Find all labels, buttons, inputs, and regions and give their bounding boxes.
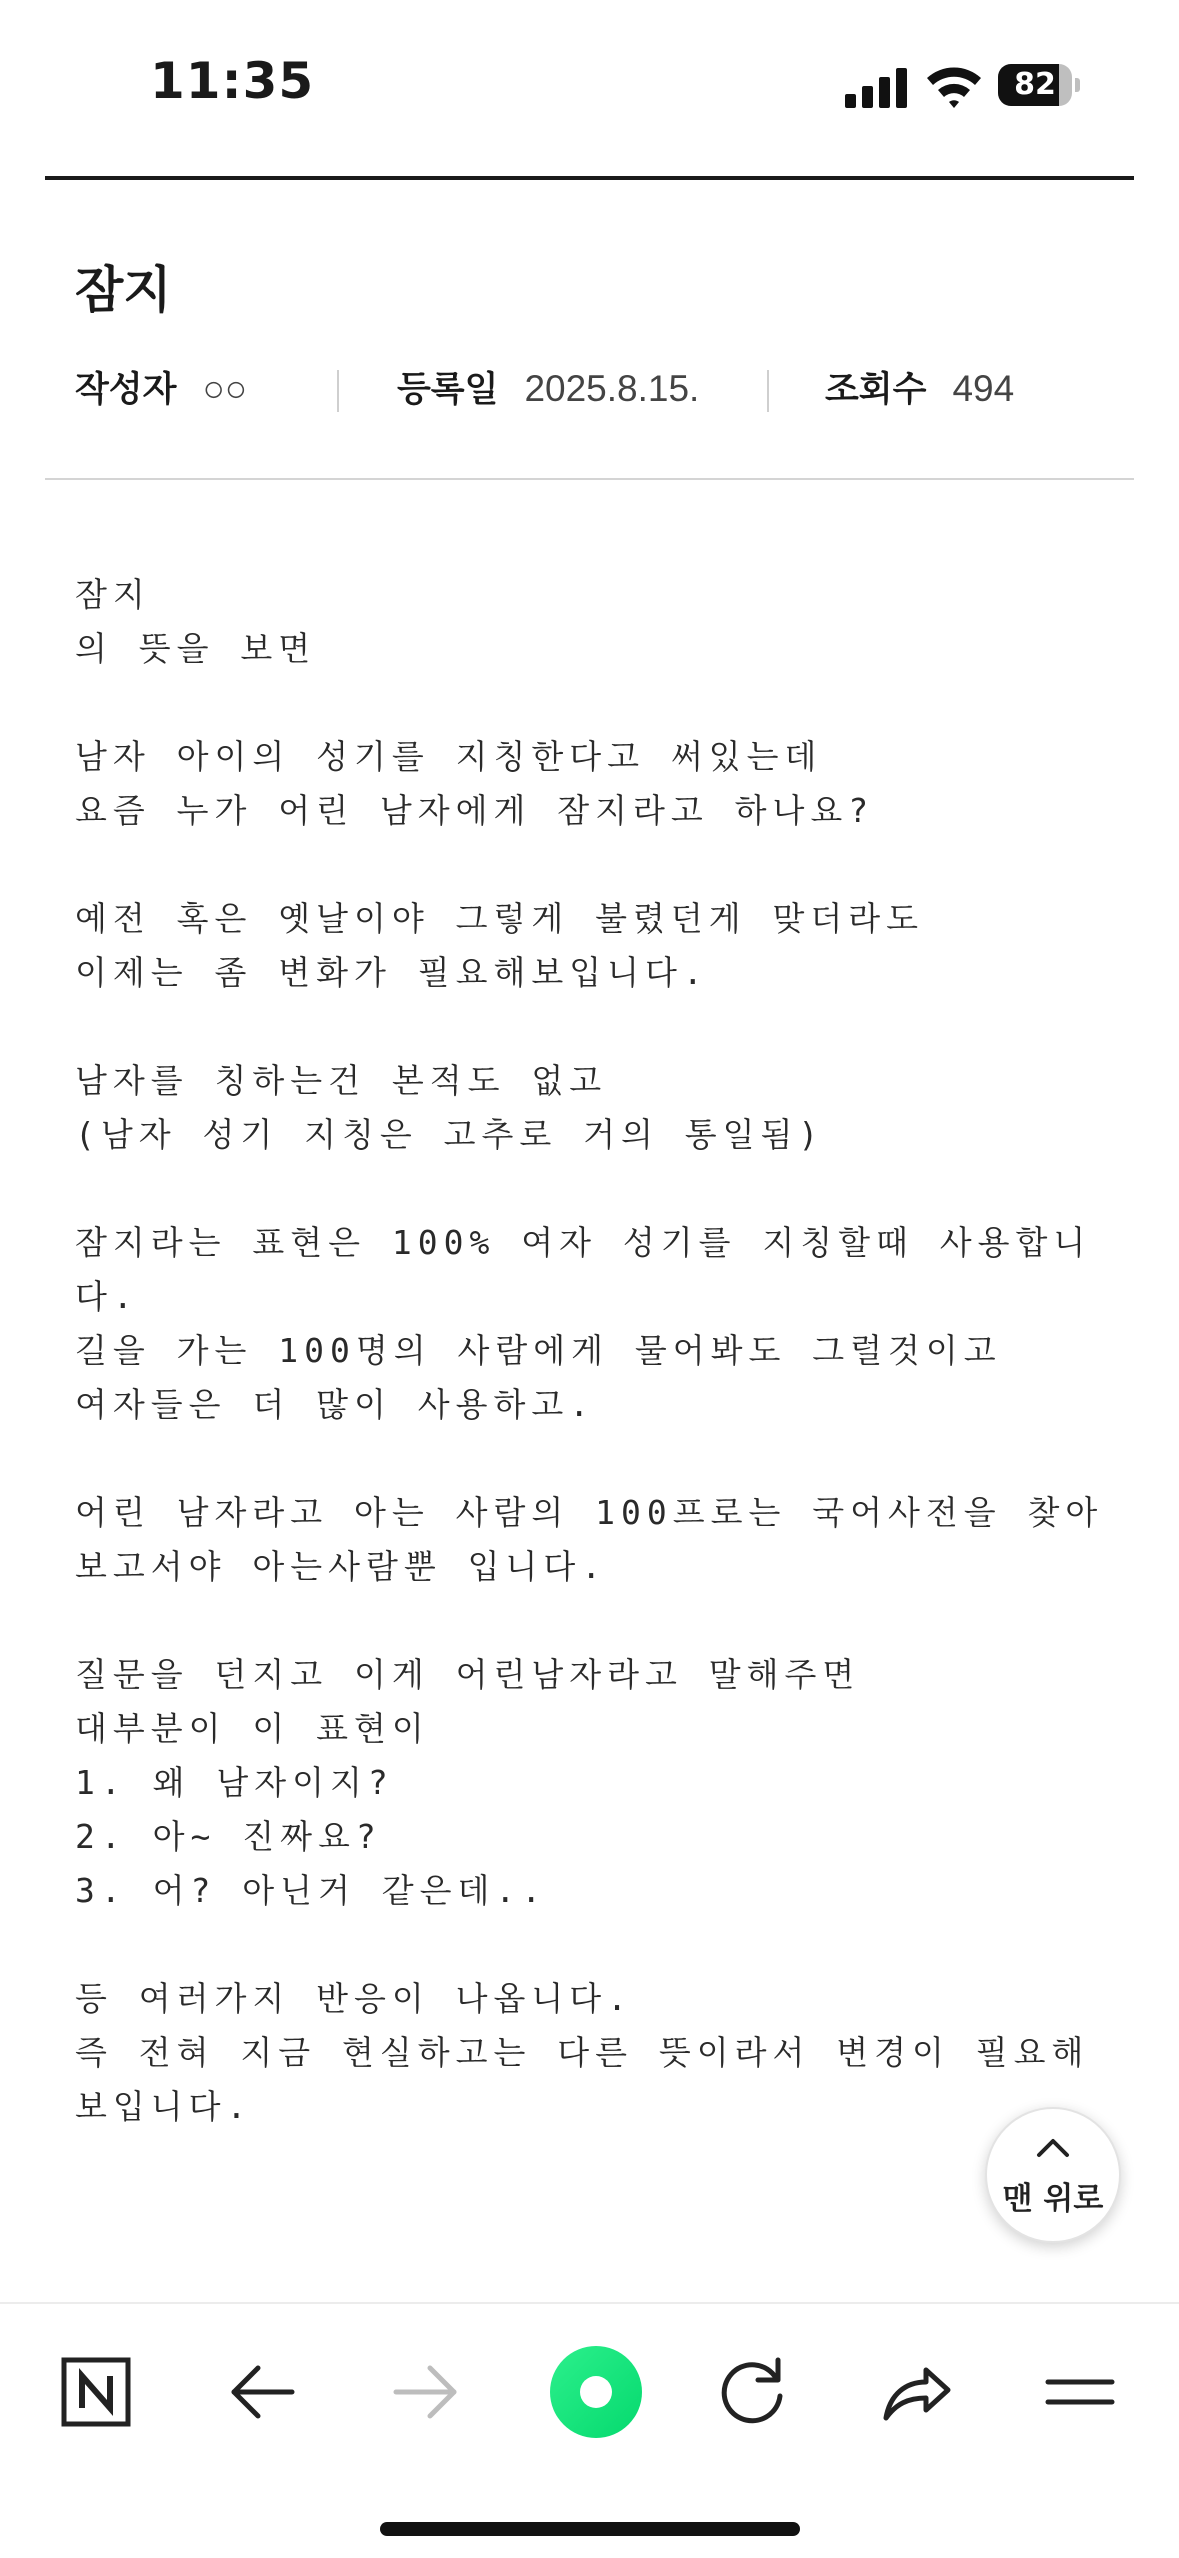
body-line: 잠지 [75,575,151,614]
body-line: 2. 아~ 진짜요? [75,1817,382,1856]
meta-views [825,364,1014,415]
share-button[interactable] [866,2342,966,2442]
status-bar [0,0,1179,170]
scroll-to-top-button[interactable] [985,2107,1121,2243]
green-dot-icon [540,2336,652,2448]
title-top-divider [45,176,1134,180]
body-line: 질문을 던지고 이게 어린남자라고 말해주면 [75,1655,861,1694]
body-line: 등 여러가지 반응이 나옵니다. [75,1979,634,2018]
article-title: 잠지 [75,261,172,319]
refresh-button[interactable] [702,2342,802,2442]
body-line: 길을 가는 100명의 사람에게 물어봐도 그럴것이고 [75,1331,1002,1370]
home-indicator [380,2522,800,2536]
menu-button[interactable] [1030,2342,1130,2442]
body-line [75,838,1115,892]
cellular-signal-icon [845,68,907,108]
naver-n-icon [46,2342,146,2442]
article-meta [75,364,1135,414]
meta-views-value: 494 [952,368,1015,409]
meta-divider [337,370,339,412]
arrow-right-icon [376,2342,476,2442]
meta-author [75,364,247,415]
meta-bottom-divider [45,478,1134,480]
share-arrow-icon [866,2342,966,2442]
body-line: 어린 남자라고 아는 사람의 100프로는 국어사전을 찾아 [75,1493,1104,1532]
body-line: 요즘 누가 어린 남자에게 잠지라고 하나요? [75,791,875,830]
body-line: 예전 혹은 옛날이야 그렇게 불렸던게 맞더라도 [75,899,925,938]
body-line: 3. 어? 아닌거 같은데.. [75,1871,548,1910]
home-button[interactable] [46,2342,146,2442]
meta-divider [767,370,769,412]
meta-date-value: 2025.8.15. [524,368,700,409]
menu-icon [1030,2342,1130,2442]
forward-button[interactable] [376,2342,476,2442]
body-line [75,1162,1115,1216]
body-line: 다. [75,1277,139,1316]
browser-toolbar [0,2302,1179,2558]
arrow-left-icon [212,2342,312,2442]
meta-date-label: 등록일 [397,370,499,410]
meta-date [397,364,699,415]
body-line: 남자를 칭하는건 본적도 없고 [75,1061,608,1100]
wifi-icon [925,62,983,108]
body-line [75,1000,1115,1054]
status-time: 11:35 [150,52,315,110]
body-line [75,1432,1115,1486]
back-button[interactable] [212,2342,312,2442]
refresh-icon [702,2342,802,2442]
body-line: (남자 성기 지칭은 고추로 거의 통일됨) [75,1115,825,1154]
body-line: 보고서야 아는사람뿐 입니다. [75,1547,608,1586]
meta-author-value: ○○ [202,368,248,409]
body-line [75,1594,1115,1648]
body-line: 즉 전혀 지금 현실하고는 다른 뜻이라서 변경이 필요해 [75,2033,1090,2072]
body-line: 1. 왜 남자이지? [75,1763,394,1802]
body-line: 대부분이 이 표현이 [75,1709,430,1748]
body-line: 보입니다. [75,2087,253,2126]
article-body [75,568,1115,2134]
chevron-up-icon [1033,2135,1073,2161]
body-line: 의 뜻을 보면 [75,629,317,668]
scroll-to-top-label: 맨 위로 [1002,2181,1104,2217]
body-line: 잠지라는 표현은 100% 여자 성기를 지칭할때 사용합니 [75,1223,1092,1262]
battery-level: 82 [1014,67,1056,102]
body-line [75,676,1115,730]
body-line [75,1918,1115,1972]
meta-views-label: 조회수 [825,370,927,410]
body-line: 여자들은 더 많이 사용하고. [75,1385,596,1424]
body-line: 남자 아이의 성기를 지칭한다고 써있는데 [75,737,823,776]
body-line: 이제는 좀 변화가 필요해보입니다. [75,953,709,992]
battery-icon [998,64,1080,110]
green-dot-button[interactable] [540,2336,652,2448]
meta-author-label: 작성자 [75,370,177,410]
